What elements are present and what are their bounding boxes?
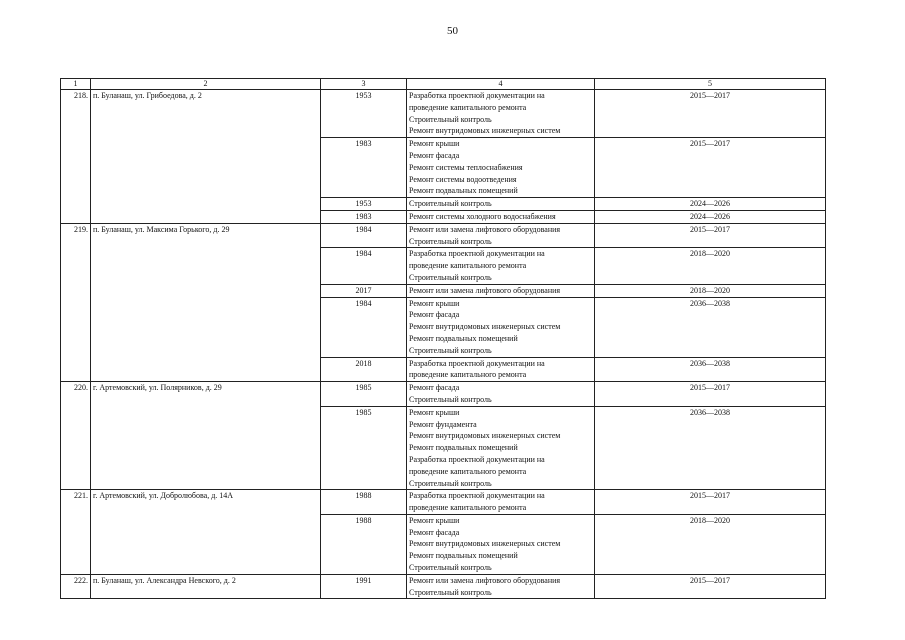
work-item: Строительный контроль: [409, 563, 492, 573]
object-year: 1988: [321, 514, 407, 574]
work-item: Ремонт фасада: [409, 527, 460, 537]
work-item: Ремонт внутридомовых инженерных систем: [409, 431, 561, 441]
work-item: Разработка проектной документации на: [409, 358, 545, 368]
repair-period: 2018—2020: [595, 514, 826, 574]
column-header: 4: [407, 79, 595, 90]
work-item: Ремонт или замена лифтового оборудования: [409, 285, 561, 295]
work-item: Разработка проектной документации на: [409, 91, 545, 100]
work-item: Ремонт фасада: [409, 310, 460, 320]
object-year: 1983: [321, 138, 407, 198]
repair-works: [407, 297, 595, 357]
work-item: Ремонт внутридомовых инженерных систем: [409, 322, 561, 332]
object-address: г. Артемовский, ул. Полярников, д. 29: [91, 382, 321, 490]
work-item: Разработка проектной документации на: [409, 454, 545, 464]
column-header: 2: [91, 79, 321, 90]
table-header-row: [61, 79, 826, 90]
work-item: Ремонт крыши: [409, 515, 460, 525]
work-item: проведение капитального ремонта: [409, 102, 527, 112]
work-item: Ремонт фасада: [409, 150, 460, 160]
work-item: Ремонт крыши: [409, 407, 460, 417]
object-year: 1983: [321, 210, 407, 223]
page-number: 50: [447, 25, 458, 37]
object-number: 221.: [61, 490, 91, 575]
work-item: Ремонт фундамента: [409, 419, 477, 429]
repair-period: 2036—2038: [595, 297, 826, 357]
object-year: 1984: [321, 223, 407, 248]
work-item: Ремонт подвальных помещений: [409, 333, 518, 343]
work-item: Ремонт фасада: [409, 383, 460, 393]
object-year: 2018: [321, 357, 407, 382]
repair-works: [407, 138, 595, 198]
column-header: 5: [595, 79, 826, 90]
column-header: 1: [61, 79, 91, 90]
table-row: [61, 223, 826, 248]
repair-works: [407, 90, 595, 138]
repair-period: 2024—2026: [595, 210, 826, 223]
column-header: 3: [321, 79, 407, 90]
repair-works: [407, 223, 595, 248]
object-number: 218.: [61, 90, 91, 224]
work-item: Ремонт подвальных помещений: [409, 186, 518, 196]
work-item: Строительный контроль: [409, 587, 492, 597]
work-item: Ремонт подвальных помещений: [409, 443, 518, 453]
repair-period: 2015—2017: [595, 138, 826, 198]
capital-repair-table: [60, 78, 826, 599]
repair-works: [407, 248, 595, 284]
work-item: Строительный контроль: [409, 199, 492, 209]
work-item: Ремонт системы холодного водоснабжения: [409, 211, 556, 221]
object-year: 1953: [321, 198, 407, 211]
object-year: 1984: [321, 248, 407, 284]
work-item: Ремонт крыши: [409, 298, 460, 308]
work-item: Разработка проектной документации на: [409, 249, 545, 259]
repair-period: 2015—2017: [595, 90, 826, 138]
repair-period: 2015—2017: [595, 574, 826, 599]
object-year: 1953: [321, 90, 407, 138]
object-address: п. Буланаш, ул. Максима Горького, д. 29: [91, 223, 321, 381]
work-item: проведение капитального ремонта: [409, 261, 527, 271]
table-row: [61, 574, 826, 599]
repair-works: [407, 514, 595, 574]
repair-works: [407, 284, 595, 297]
repair-period: 2036—2038: [595, 406, 826, 490]
object-year: 1984: [321, 297, 407, 357]
object-number: 222.: [61, 574, 91, 599]
work-item: Ремонт системы теплоснабжения: [409, 162, 523, 172]
object-year: 1985: [321, 406, 407, 490]
repair-works: [407, 210, 595, 223]
work-item: проведение капитального ремонта: [409, 503, 527, 513]
repair-works: [407, 382, 595, 407]
object-address: п. Буланаш, ул. Грибоедова, д. 2: [91, 90, 321, 224]
work-item: Строительный контроль: [409, 394, 492, 404]
object-year: 1988: [321, 490, 407, 515]
work-item: Строительный контроль: [409, 478, 492, 488]
work-item: Ремонт подвальных помещений: [409, 551, 518, 561]
repair-period: 2036—2038: [595, 357, 826, 382]
repair-period: 2018—2020: [595, 248, 826, 284]
work-item: Строительный контроль: [409, 114, 492, 124]
repair-works: [407, 406, 595, 490]
object-year: 1985: [321, 382, 407, 407]
work-item: Ремонт внутридомовых инженерных систем: [409, 539, 561, 549]
work-item: Разработка проектной документации на: [409, 491, 545, 501]
work-item: Ремонт крыши: [409, 139, 460, 149]
repair-period: 2024—2026: [595, 198, 826, 211]
work-item: проведение капитального ремонта: [409, 466, 527, 476]
work-item: Ремонт или замена лифтового оборудования: [409, 575, 561, 585]
repair-period: 2015—2017: [595, 382, 826, 407]
table-row: [61, 90, 826, 138]
table-row: [61, 382, 826, 407]
work-item: Строительный контроль: [409, 236, 492, 246]
work-item: Ремонт или замена лифтового оборудования: [409, 224, 561, 234]
repair-period: 2018—2020: [595, 284, 826, 297]
repair-works: [407, 198, 595, 211]
repair-works: [407, 574, 595, 599]
repair-period: 2015—2017: [595, 490, 826, 515]
repair-works: [407, 357, 595, 382]
object-address: г. Артемовский, ул. Добролюбова, д. 14А: [91, 490, 321, 575]
work-item: Ремонт системы водоотведения: [409, 174, 517, 184]
work-item: проведение капитального ремонта: [409, 370, 527, 380]
work-item: Строительный контроль: [409, 345, 492, 355]
object-address: п. Буланаш, ул. Александра Невского, д. 2: [91, 574, 321, 599]
table-row: [61, 490, 826, 515]
object-year: 1991: [321, 574, 407, 599]
repair-period: 2015—2017: [595, 223, 826, 248]
object-number: 219.: [61, 223, 91, 381]
work-item: Ремонт внутридомовых инженерных систем: [409, 126, 561, 136]
object-year: 2017: [321, 284, 407, 297]
object-number: 220.: [61, 382, 91, 490]
work-item: Строительный контроль: [409, 272, 492, 282]
repair-works: [407, 490, 595, 515]
